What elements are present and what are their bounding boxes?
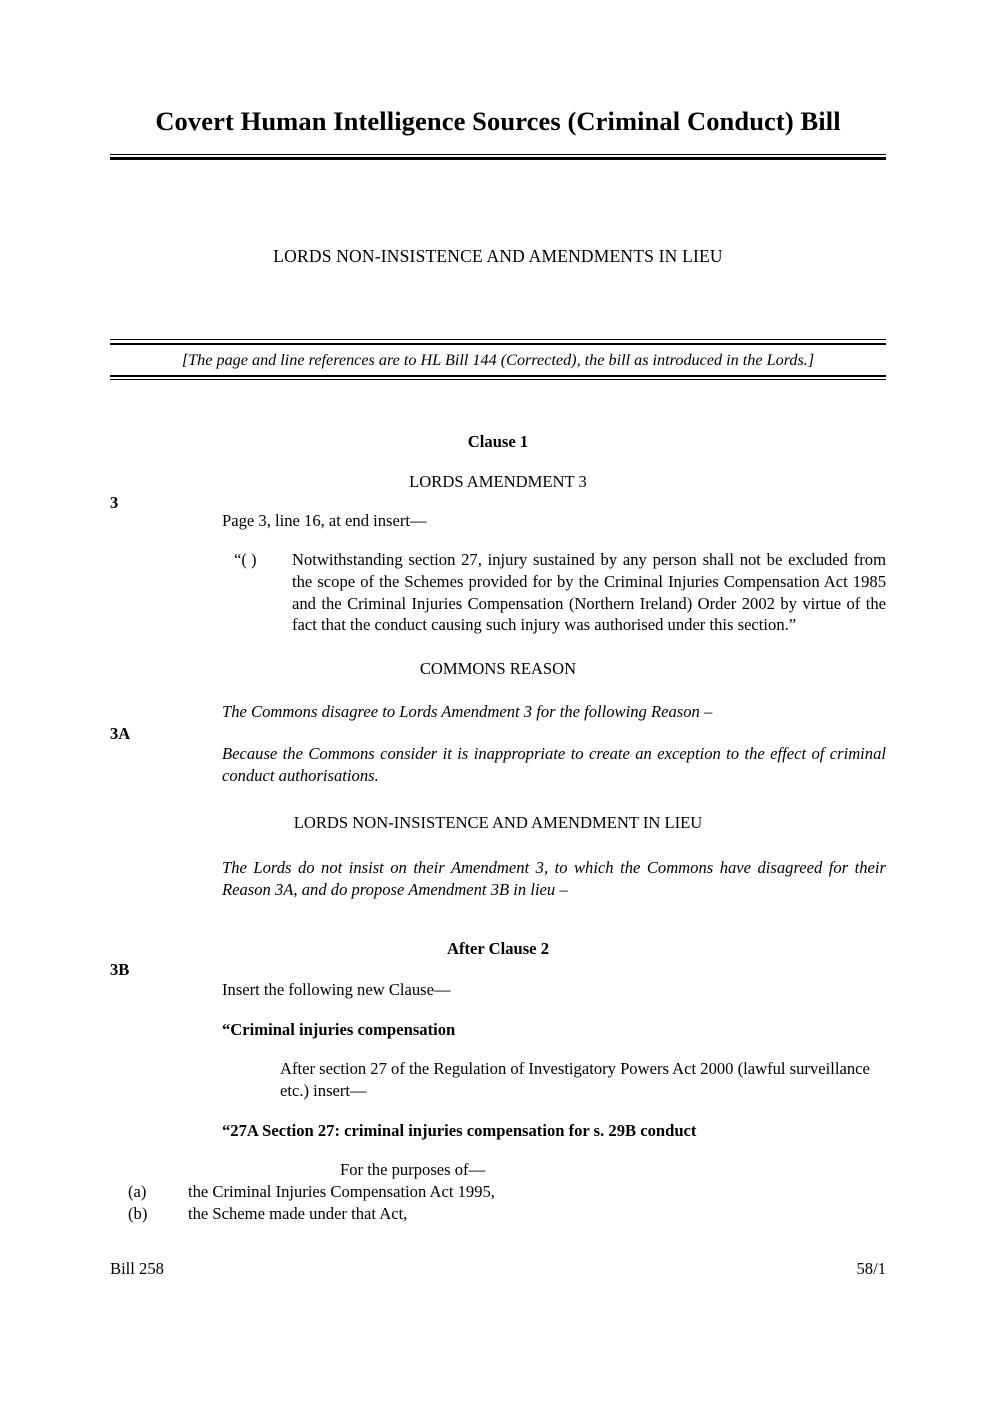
list-item-text: the Criminal Injuries Compensation Act 1995, — [188, 1182, 495, 1202]
amendment-3-quote-text: Notwithstanding section 27, injury sustained by any person shall not be excluded from the scope of the Schemes provided for by the Criminal Injuries Compensation Act 1985 and the Criminal Injuries Compensation (Northern Ireland) Order 2002 by virtue of the fact that the conduct causing such injury was authorised under this section.” — [292, 550, 886, 635]
purposes-lead-in: For the purposes of— — [340, 1160, 486, 1180]
list-item-text: the Scheme made under that Act, — [188, 1204, 408, 1224]
page-title: Covert Human Intelligence Sources (Criminal Conduct) Bill — [155, 106, 841, 136]
amendment-3-quote-marker: “( ) — [234, 550, 257, 570]
amendment-3b-instruction: Insert the following new Clause— — [222, 980, 451, 999]
amendment-3-row — [110, 492, 886, 532]
purposes-block — [110, 1142, 886, 1225]
document-subtitle: LORDS NON-INSISTENCE AND AMENDMENTS IN LIEU — [273, 246, 723, 267]
reason-3a-number: 3A — [110, 723, 131, 743]
reason-3a-row — [110, 723, 886, 787]
reason-3a-text: Because the Commons consider it is inappropriate to create an exception to the effect of criminal conduct authorisations. — [222, 743, 886, 785]
lords-amendment-heading: LORDS AMENDMENT 3 — [409, 472, 587, 492]
list-item — [128, 1181, 886, 1203]
footer-bill-number: Bill 258 — [110, 1259, 164, 1278]
commons-reason-heading: COMMONS REASON — [419, 658, 577, 678]
new-clause-title-block — [110, 1001, 886, 1041]
new-clause-lead-in-block — [110, 1041, 886, 1102]
new-section-heading-block — [110, 1102, 886, 1142]
lords-non-insistence-text: The Lords do not insist on their Amendment 3, to which the Commons have disagreed for their Reason 3A, and do propose Amendment 3B in lieu – — [222, 857, 886, 899]
lords-non-insistence-heading: LORDS NON-INSISTENCE AND AMENDMENT IN LIEU — [293, 812, 703, 832]
page-footer — [110, 1259, 886, 1279]
new-section-heading: “27A Section 27: criminal injuries compensation for s. 29B conduct — [222, 1121, 697, 1141]
reference-note-text: [The page and line references are to HL Bill 144 (Corrected), the bill as introduced in the Lords.] — [181, 351, 815, 370]
clause1-heading: Clause 1 — [467, 432, 529, 452]
after-clause-2-heading-block — [110, 901, 886, 959]
clause1-spacer — [110, 380, 886, 452]
lords-amendment-heading-block — [110, 452, 886, 492]
lords-non-insistence-text-block — [110, 833, 886, 901]
list-item-label: (b) — [128, 1204, 148, 1224]
commons-reason-intro: The Commons disagree to Lords Amendment 3 for the following Reason – — [222, 701, 713, 721]
after-clause-2-heading: After Clause 2 — [446, 939, 549, 958]
reference-note-box — [110, 339, 886, 380]
amendment-3-instruction: Page 3, line 16, at end insert— — [222, 511, 427, 531]
list-item-label: (a) — [128, 1182, 147, 1202]
commons-reason-heading-block — [110, 636, 886, 679]
lords-non-insistence-heading-block — [110, 787, 886, 833]
list-item — [128, 1203, 886, 1225]
amendment-3-quote-inner — [234, 549, 886, 635]
amendment-3-quote-block — [222, 532, 886, 635]
commons-reason-intro-block — [110, 679, 886, 723]
new-clause-lead-in: After section 27 of the Regulation of Investigatory Powers Act 2000 (lawful surveillance etc.) insert— — [280, 1059, 870, 1101]
purposes-list — [110, 1181, 886, 1225]
new-clause-title: “Criminal injuries compensation — [222, 1020, 456, 1040]
footer-page-reference: 58/1 — [856, 1259, 886, 1278]
page-content — [110, 0, 886, 1403]
amendment-3-number: 3 — [110, 493, 119, 513]
amendment-3b-number: 3B — [110, 960, 130, 979]
amendment-3b-row — [110, 959, 886, 1001]
